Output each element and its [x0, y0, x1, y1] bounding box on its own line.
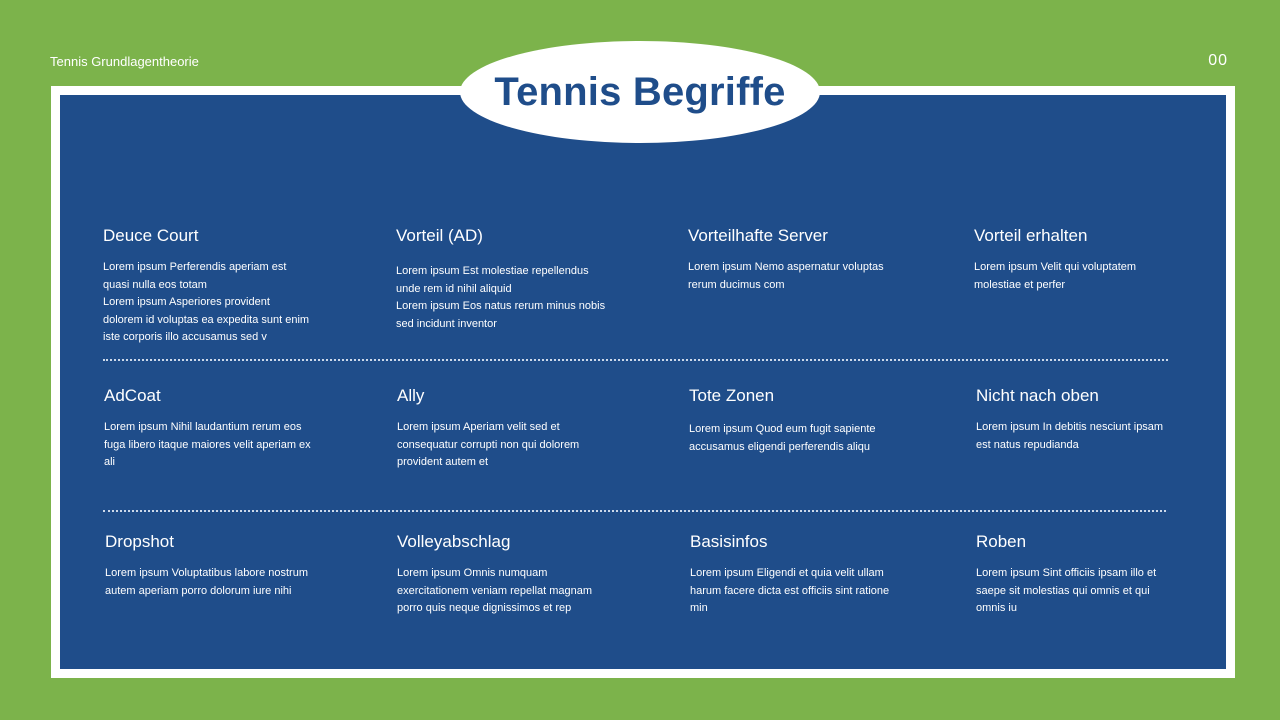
- term-heading: Volleyabschlag: [397, 532, 511, 551]
- term-card: [104, 386, 339, 472]
- term-card: [688, 226, 923, 294]
- term-heading: Deuce Court: [103, 226, 199, 245]
- term-description: Lorem ipsum In debitis nesciunt ipsam est natus repudianda: [976, 421, 1164, 451]
- term-heading: Vorteil (AD): [396, 226, 483, 245]
- term-description: Lorem ipsum Voluptatibus labore nostrum autem aperiam porro dolorum iure nihi: [105, 567, 308, 597]
- term-description: Lorem ipsum Aperiam velit sed et consequatur corrupti non qui dolorem provident autem et: [397, 421, 580, 469]
- term-heading: Roben: [976, 532, 1027, 551]
- row-divider: [103, 359, 1168, 361]
- presentation-subtitle: Tennis Grundlagentheorie: [50, 54, 199, 69]
- term-description: Lorem ipsum Perferendis aperiam est quasi nulla eos totam Lorem ipsum Asperiores provident dolorem id voluptas ea expedita sunt enim iste corporis illo accusamus sed v: [103, 261, 310, 344]
- term-heading: Ally: [397, 386, 425, 405]
- term-heading: Basisinfos: [690, 532, 768, 551]
- term-card: [105, 532, 340, 600]
- term-heading: Dropshot: [105, 532, 174, 551]
- term-description: Lorem ipsum Eligendi et quia velit ullam harum facere dicta est officiis sint ratione min: [690, 567, 890, 615]
- term-card: [397, 386, 632, 472]
- term-card: [690, 532, 925, 618]
- term-description: Lorem ipsum Nemo aspernatur voluptas rerum ducimus com: [688, 261, 884, 291]
- term-card: [689, 386, 924, 456]
- term-description: Lorem ipsum Velit qui voluptatem molestiae et perfer: [974, 261, 1137, 291]
- term-card: [976, 386, 1176, 454]
- term-card: [397, 532, 632, 618]
- term-description: Lorem ipsum Nihil laudantium rerum eos fuga libero itaque maiores velit aperiam ex ali: [104, 421, 311, 469]
- term-description: Lorem ipsum Quod eum fugit sapiente accusamus eligendi perferendis aliqu: [689, 423, 876, 453]
- title-badge: [460, 41, 820, 143]
- page-number: 00: [1208, 52, 1228, 69]
- term-description: Lorem ipsum Sint officiis ipsam illo et saepe sit molestias qui omnis et qui omnis iu: [976, 567, 1157, 615]
- term-card: [974, 226, 1209, 294]
- term-card: [976, 532, 1176, 618]
- term-heading: AdCoat: [104, 386, 161, 405]
- page-title: Tennis Begriffe: [494, 69, 786, 114]
- term-description: Lorem ipsum Est molestiae repellendus unde rem id nihil aliquid Lorem ipsum Eos natus rerum minus nobis sed incidunt inventor: [396, 265, 606, 330]
- term-heading: Tote Zonen: [689, 386, 775, 405]
- row-divider: [103, 510, 1166, 512]
- term-heading: Vorteil erhalten: [974, 226, 1088, 245]
- term-card: [103, 226, 338, 347]
- term-heading: Vorteilhafte Server: [688, 226, 828, 245]
- term-card: [396, 226, 631, 333]
- term-description: Lorem ipsum Omnis numquam exercitationem veniam repellat magnam porro quis neque dignissimos et rep: [397, 567, 593, 615]
- term-heading: Nicht nach oben: [976, 386, 1099, 405]
